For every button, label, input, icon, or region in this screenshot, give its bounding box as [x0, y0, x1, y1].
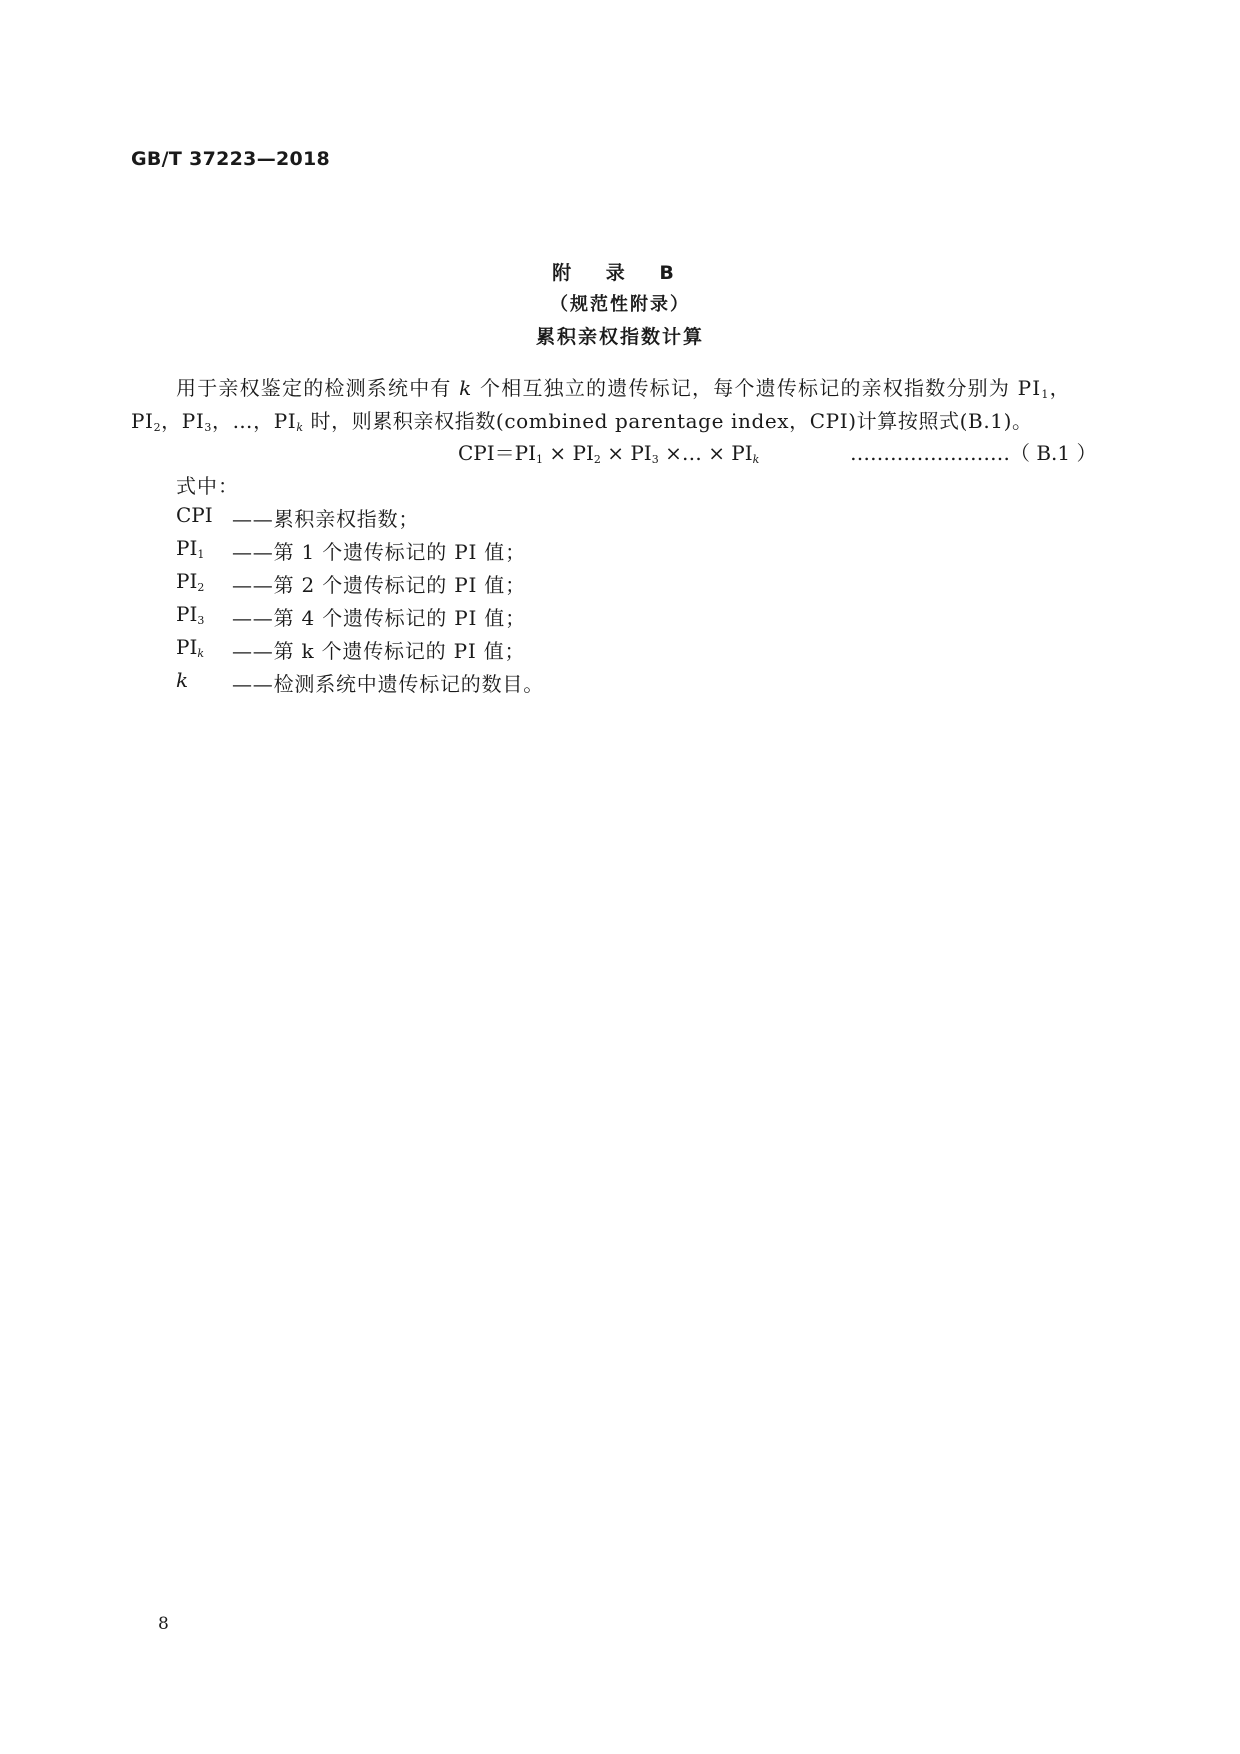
where-label: 式中：: [176, 474, 239, 498]
definition-symbol: CPI: [176, 503, 213, 527]
definition-symbol: $PI_k$: [176, 635, 205, 660]
definition-text: ——第 4 个遗传标记的 PI 值；: [232, 606, 526, 630]
definition-text: ——第 1 个遗传标记的 PI 值；: [232, 540, 526, 564]
definition-symbol: $PI_1$: [176, 536, 205, 561]
intro-line-1: 用于亲权鉴定的检测系统中有 k 个相互独立的遗传标记，每个遗传标记的亲权指数分别为 $PI_1$，: [176, 376, 1071, 401]
definition-symbol: $PI_3$: [176, 602, 205, 627]
formula-b1: $CPI=PI_1 \times PI_2 \times PI_3$ ×… × $PI_k$: [458, 441, 760, 466]
definition-text: ——检测系统中遗传标记的数目。: [232, 672, 544, 696]
page-number: 8: [158, 1614, 169, 1634]
appendix-heading: 附 录 B: [552, 262, 688, 284]
definition-symbol: $PI_2$: [176, 569, 205, 594]
definition-text: ——累积亲权指数；: [232, 507, 420, 531]
standard-number: GB/T 37223—2018: [131, 148, 331, 170]
definition-text: ——第 2 个遗传标记的 PI 值；: [232, 573, 526, 597]
definition-text: ——第 k 个遗传标记的 PI 值；: [232, 639, 526, 663]
definition-symbol: k: [176, 668, 189, 692]
intro-line-2: $PI_2$，$PI_3$，…，$PI_k$ 时，则累积亲权指数(combined parentage index，CPI)计算按照式(B.1)。: [131, 409, 1033, 434]
appendix-type: （规范性附录）: [550, 294, 690, 315]
appendix-title: 累积亲权指数计算: [535, 326, 704, 348]
formula-number: ……………………（ B.1 ）: [850, 441, 1097, 465]
